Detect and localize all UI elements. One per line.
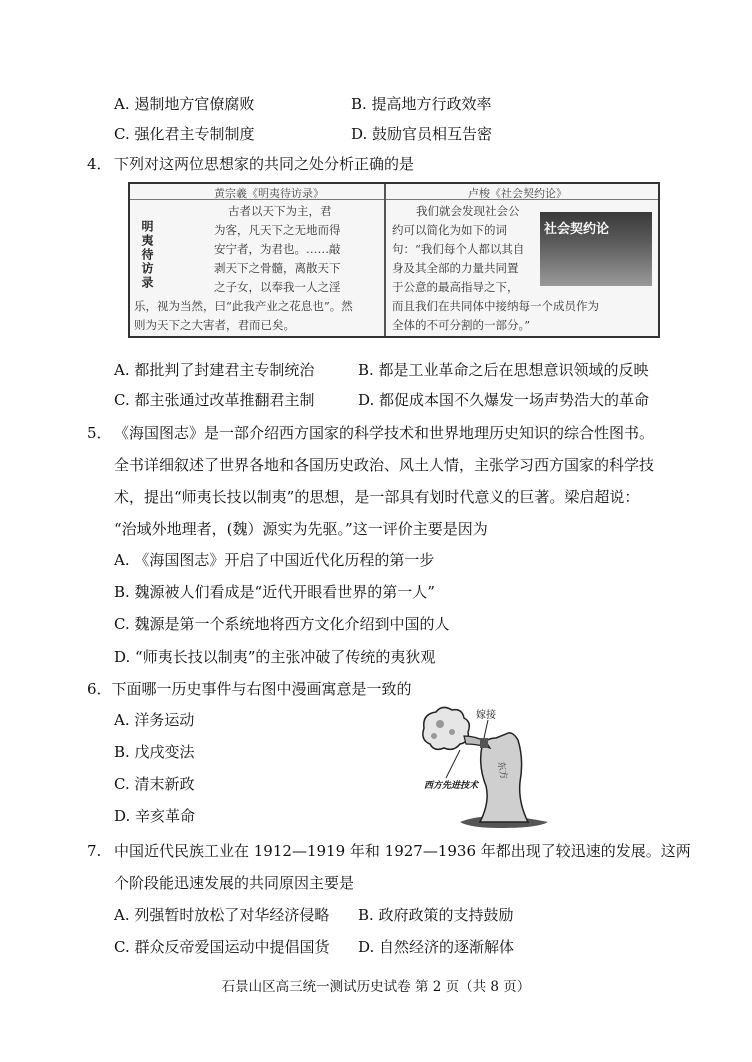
figure-photo-title: 社会契约论 [544, 222, 610, 237]
q7-option-c: C. 群众反帝爱国运动中提倡国货 [114, 938, 330, 956]
figure-book-title: 明夷待访录 [140, 220, 154, 290]
figure-book-cover-photo [540, 212, 652, 286]
grafted-tree-cartoon [420, 706, 560, 830]
q4-figure [128, 182, 660, 338]
q4-option-b: B. 都是工业革命之后在思想意识领域的反映 [358, 361, 649, 379]
q5-line-4: “治域外地理者，(魏）源实为先驱。”这一评价主要是因为 [114, 520, 488, 538]
page-footer: 石景山区高三统一测试历史试卷 第 2 页（共 8 页） [221, 979, 531, 995]
q7-line-2: 个阶段能迅速发展的共同原因主要是 [114, 874, 355, 892]
q4-option-a: A. 都批判了封建君主专制统治 [114, 361, 315, 379]
figure-right-line-3: 句：“我们每个人都以其自 [392, 242, 525, 256]
figure-left-line-7: 则为天下之大害者，君而已矣。 [134, 318, 295, 332]
q5-option-b: B. 魏源被人们看成是“近代开眼看世界的第一人” [114, 583, 435, 601]
figure-right-line-5: 于公意的最高指导之下， [392, 280, 519, 294]
figure-right-line-2: 约可以简化为如下的词 [392, 223, 507, 237]
q4-option-c: C. 都主张通过改革推翻君主制 [114, 391, 315, 409]
figure-left-header: 黄宗羲《明夷待访录》 [214, 187, 324, 200]
cartoon-foliage-dot [436, 720, 444, 728]
figure-right-line-6: 而且我们在共同体中接纳每一个成员作为 [392, 299, 599, 313]
cartoon-graft-label: 嫁接 [476, 710, 496, 721]
figure-divider [384, 184, 386, 336]
q4-stem: 下列对这两位思想家的共同之处分析正确的是 [114, 155, 415, 173]
q7-option-b: B. 政府政策的支持鼓励 [358, 906, 514, 924]
q3-option-c: C. 强化君主专制制度 [114, 125, 255, 143]
figure-left-line-1: 古者以天下为主，君 [228, 204, 332, 218]
figure-right-line-7: 全体的不可分割的一部分。” [392, 318, 531, 332]
figure-right-header-bar [386, 184, 660, 200]
q5-line-1: 《海国图志》是一部介绍西方国家的科学技术和世界地理历史知识的综合性图书。 [114, 424, 655, 442]
cartoon-graft-binding [480, 738, 488, 748]
q5-line-3: 术，提出“师夷长技以制夷”的思想，是一部具有划时代意义的巨著。梁启超说： [114, 488, 640, 506]
q6-option-a: A. 洋务运动 [114, 711, 195, 729]
cartoon-branch-label: 西方先进技术 [424, 781, 479, 791]
q5-number: 5． [87, 424, 112, 442]
figure-left-line-4: 剥天下之骨髓，离散天下 [214, 261, 341, 275]
figure-right-line-1: 我们就会发现社会公 [416, 204, 520, 218]
q7-option-a: A. 列强暂时放松了对华经济侵略 [114, 906, 330, 924]
cartoon-trunk-label: 东方 [495, 760, 509, 781]
q5-option-a: A. 《海国图志》开启了中国近代化历程的第一步 [114, 551, 435, 569]
q6-option-c: C. 清末新政 [114, 775, 195, 793]
q5-line-2: 全书详细叙述了世界各地和各国历史政治、风土人情，主张学习西方国家的科学技 [114, 456, 655, 474]
figure-right-header: 卢梭《社会契约论》 [468, 187, 567, 200]
cartoon-tree-crown [423, 707, 469, 749]
q3-option-d: D. 鼓励官员相互告密 [351, 125, 493, 143]
q7-line-1: 中国近代民族工业在 1912—1919 年和 1927—1936 年都出现了较迅速的发展。这两 [114, 842, 691, 860]
q6-option-d: D. 辛亥革命 [114, 807, 196, 825]
q6-stem: 6．下面哪一历史事件与右图中漫画寓意是一致的 [87, 680, 412, 698]
q7-option-d: D. 自然经济的逐渐解体 [358, 938, 515, 956]
q4-option-d: D. 都促成本国不久爆发一场声势浩大的革命 [358, 391, 650, 409]
q3-option-b: B. 提高地方行政效率 [351, 95, 492, 113]
q4-number: 4． [87, 155, 112, 173]
figure-left-line-5: 之子女，以奉我一人之淫 [214, 280, 341, 294]
q3-option-a: A. 遏制地方官僚腐败 [114, 95, 255, 113]
q6-option-b: B. 戊戌变法 [114, 743, 195, 761]
figure-left-line-2: 为客，凡天下之无地而得 [214, 223, 341, 237]
cartoon-foliage-dot [431, 733, 437, 739]
figure-left-header-bar [130, 184, 384, 200]
figure-left-line-3: 安宁者，为君也。……敲 [214, 242, 341, 256]
cartoon-label-pointer [484, 720, 488, 738]
cartoon-foliage-dot [449, 729, 455, 735]
cartoon-label-pointer [446, 750, 460, 778]
q7-number: 7. [87, 842, 102, 860]
q5-option-c: C. 魏源是第一个系统地将西方文化介绍到中国的人 [114, 615, 450, 633]
figure-right-line-4: 身及其全部的力量共同置 [392, 261, 519, 275]
q5-option-d: D. “师夷长技以制夷”的主张冲破了传统的夷狄观 [114, 648, 436, 666]
figure-left-line-6: 乐，视为当然，曰“此我产业之花息也”。然 [134, 299, 353, 313]
